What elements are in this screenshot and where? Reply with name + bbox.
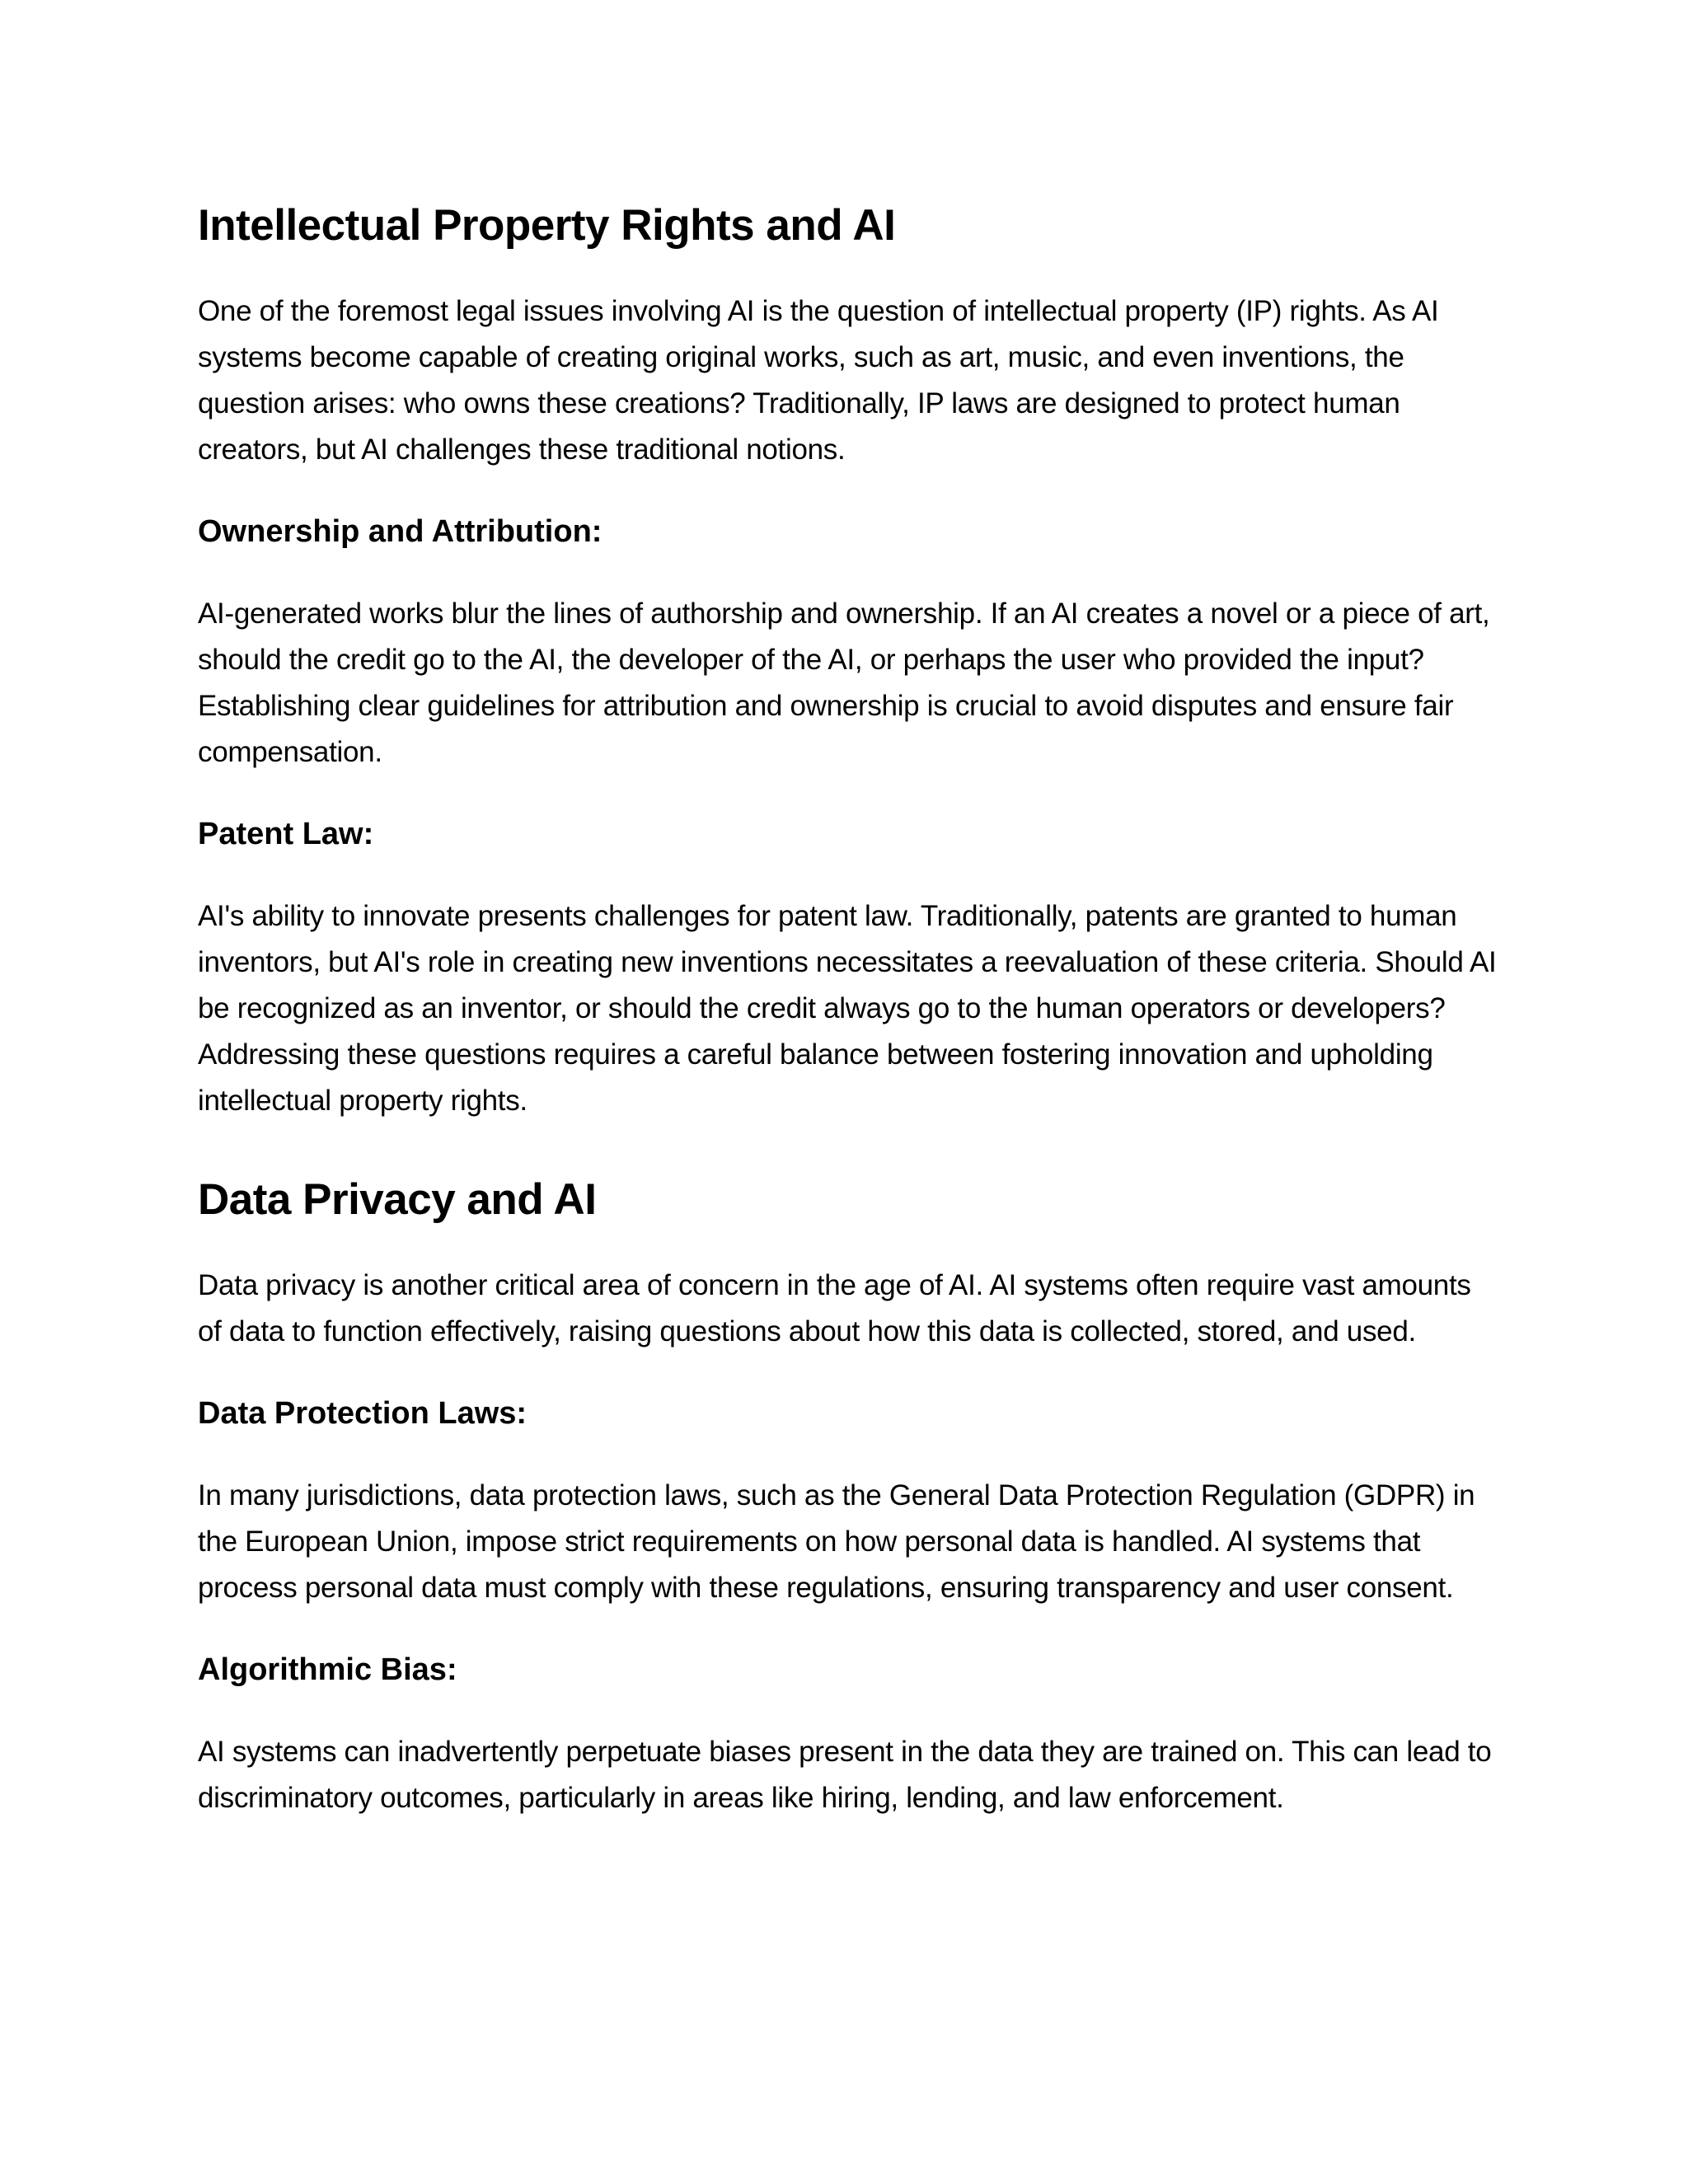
subsection-body-data-protection: In many jurisdictions, data protection laws, such as the General Data Protection Regulation (GDPR) in the European Union, impose strict requirements on how personal data is handled. AI systems that process personal data must comply with these regulations, ensuring transparency and user consent. [198,1479,1475,1604]
section-intro-ip-rights: One of the foremost legal issues involving AI is the question of intellectual property (IP) rights. As AI systems become capable of creating original works, such as art, music, and even inventions, the question arises: who owns these creations? Traditionally, IP laws are designed to protect human creators, but AI challenges these traditional notions. [198,295,1439,466]
section-heading-ip-rights: Intellectual Property Rights and AI [198,201,896,250]
subsection-heading-ownership: Ownership and Attribution: [198,514,603,549]
subsection-heading-patent-law: Patent Law: [198,817,374,851]
subsection-heading-data-protection: Data Protection Laws: [198,1396,528,1431]
document-page [198,190,1500,1821]
subsection-body-patent-law: AI's ability to innovate presents challenges for patent law. Traditionally, patents are granted to human inventors, but AI's role in creating new inventions necessitates a reevaluation of these criteria. Should AI be recognized as an inventor, or should the credit always go to the human operators or developers? Addressing these questions requires a careful balance between fostering innovation and upholding intellectual property rights. [198,900,1497,1117]
section-intro-data-privacy: Data privacy is another critical area of concern in the age of AI. AI systems often require vast amounts of data to function effectively, raising questions about how this data is collected, stored, and used. [198,1269,1471,1347]
subsection-body-algorithmic-bias: AI systems can inadvertently perpetuate biases present in the data they are trained on. This can lead to discriminatory outcomes, particularly in areas like hiring, lending, and law enforcement. [198,1736,1492,1814]
section-heading-data-privacy: Data Privacy and AI [198,1175,597,1224]
subsection-heading-algorithmic-bias: Algorithmic Bias: [198,1652,457,1687]
subsection-body-ownership: AI-generated works blur the lines of authorship and ownership. If an AI creates a novel or a piece of art, should the credit go to the AI, the developer of the AI, or perhaps the user who provided the input? Establishing clear guidelines for attribution and ownership is crucial to avoid disputes and ensure fair compensation. [198,598,1490,768]
